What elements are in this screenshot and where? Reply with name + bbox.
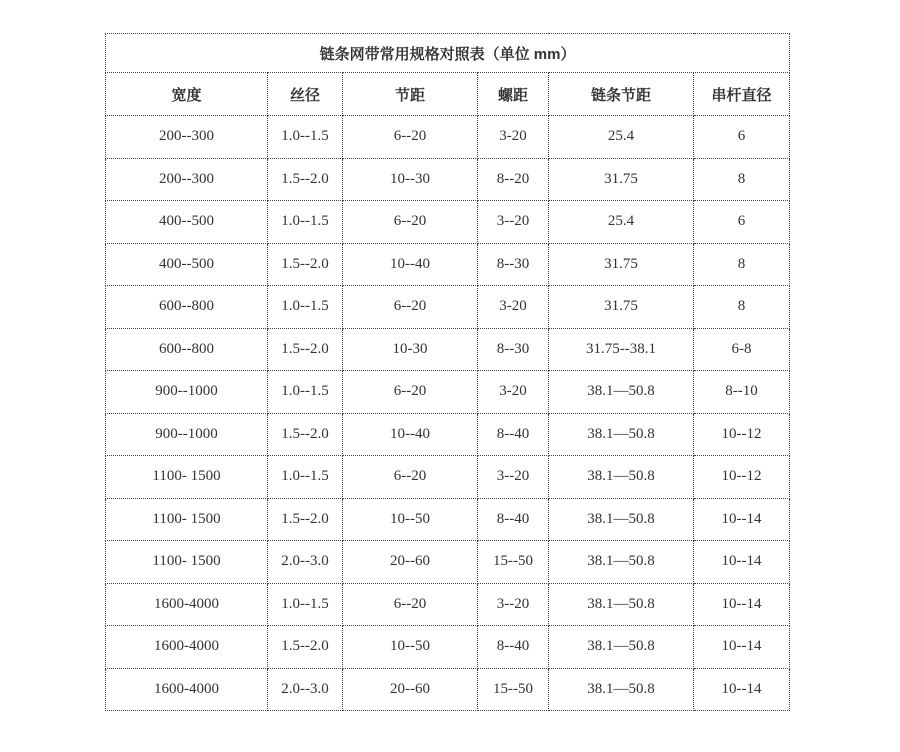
table-cell: 25.4 xyxy=(549,201,694,244)
table-title: 链条网带常用规格对照表（单位 mm） xyxy=(106,34,790,73)
table-cell: 8--40 xyxy=(478,626,549,669)
column-header: 宽度 xyxy=(106,73,268,116)
table-cell: 1100- 1500 xyxy=(106,541,268,584)
table-cell: 31.75 xyxy=(549,243,694,286)
table-cell: 900--1000 xyxy=(106,413,268,456)
table-cell: 15--50 xyxy=(478,541,549,584)
table-cell: 600--800 xyxy=(106,286,268,329)
table-cell: 1.5--2.0 xyxy=(268,158,343,201)
table-cell: 10--30 xyxy=(343,158,478,201)
table-row xyxy=(106,201,790,244)
table-cell: 6 xyxy=(694,116,790,159)
table-row xyxy=(106,243,790,286)
table-cell: 38.1—50.8 xyxy=(549,668,694,711)
table-cell: 6--20 xyxy=(343,286,478,329)
table-cell: 10--12 xyxy=(694,413,790,456)
table-cell: 1.5--2.0 xyxy=(268,626,343,669)
table-cell: 400--500 xyxy=(106,243,268,286)
table-cell: 3-20 xyxy=(478,116,549,159)
table-cell: 25.4 xyxy=(549,116,694,159)
table-cell: 8 xyxy=(694,158,790,201)
table-cell: 200--300 xyxy=(106,158,268,201)
table-cell: 1.0--1.5 xyxy=(268,116,343,159)
table-cell: 8--20 xyxy=(478,158,549,201)
table-cell: 3--20 xyxy=(478,456,549,499)
table-cell: 31.75 xyxy=(549,158,694,201)
table-cell: 38.1—50.8 xyxy=(549,456,694,499)
table-cell: 1.0--1.5 xyxy=(268,286,343,329)
table-cell: 6-8 xyxy=(694,328,790,371)
table-cell: 8--40 xyxy=(478,413,549,456)
table-cell: 3-20 xyxy=(478,286,549,329)
table-cell: 8--10 xyxy=(694,371,790,414)
table-cell: 10--14 xyxy=(694,583,790,626)
table-cell: 6 xyxy=(694,201,790,244)
table-cell: 1.5--2.0 xyxy=(268,243,343,286)
table-cell: 6--20 xyxy=(343,583,478,626)
table-cell: 3-20 xyxy=(478,371,549,414)
table-cell: 6--20 xyxy=(343,371,478,414)
table-cell: 1.5--2.0 xyxy=(268,413,343,456)
table-cell: 20--60 xyxy=(343,668,478,711)
table-cell: 2.0--3.0 xyxy=(268,668,343,711)
table-cell: 8--30 xyxy=(478,328,549,371)
table-cell: 2.0--3.0 xyxy=(268,541,343,584)
table-cell: 6--20 xyxy=(343,456,478,499)
table-cell: 31.75 xyxy=(549,286,694,329)
table-row xyxy=(106,371,790,414)
table-cell: 1.0--1.5 xyxy=(268,371,343,414)
table-cell: 10--50 xyxy=(343,498,478,541)
table-cell: 10--50 xyxy=(343,626,478,669)
table-cell: 15--50 xyxy=(478,668,549,711)
column-header: 丝径 xyxy=(268,73,343,116)
table-cell: 1.0--1.5 xyxy=(268,456,343,499)
table-cell: 1600-4000 xyxy=(106,668,268,711)
column-header: 螺距 xyxy=(478,73,549,116)
column-header: 链条节距 xyxy=(549,73,694,116)
table-cell: 3--20 xyxy=(478,201,549,244)
table-row xyxy=(106,116,790,159)
table-row xyxy=(106,626,790,669)
table-cell: 3--20 xyxy=(478,583,549,626)
table-cell: 10--14 xyxy=(694,668,790,711)
table-cell: 1600-4000 xyxy=(106,626,268,669)
table-cell: 10--40 xyxy=(343,243,478,286)
table-cell: 1.0--1.5 xyxy=(268,201,343,244)
table-row xyxy=(106,498,790,541)
table-cell: 1100- 1500 xyxy=(106,498,268,541)
table-cell: 38.1—50.8 xyxy=(549,413,694,456)
table-row xyxy=(106,413,790,456)
table-cell: 38.1—50.8 xyxy=(549,498,694,541)
table-cell: 10--14 xyxy=(694,498,790,541)
table-cell: 10--40 xyxy=(343,413,478,456)
table-cell: 10--12 xyxy=(694,456,790,499)
table-cell: 6--20 xyxy=(343,116,478,159)
spec-table xyxy=(105,33,790,711)
table-cell: 8 xyxy=(694,243,790,286)
table-cell: 900--1000 xyxy=(106,371,268,414)
table-cell: 6--20 xyxy=(343,201,478,244)
table-body xyxy=(106,116,790,711)
table-cell: 8--30 xyxy=(478,243,549,286)
table-row xyxy=(106,541,790,584)
table-cell: 31.75--38.1 xyxy=(549,328,694,371)
table-row xyxy=(106,456,790,499)
column-header: 节距 xyxy=(343,73,478,116)
table-row xyxy=(106,668,790,711)
table-cell: 38.1—50.8 xyxy=(549,583,694,626)
table-row xyxy=(106,583,790,626)
table-title-row xyxy=(106,34,790,73)
table-cell: 10--14 xyxy=(694,541,790,584)
table-cell: 1.5--2.0 xyxy=(268,498,343,541)
table-header-row xyxy=(106,73,790,116)
table-cell: 1.0--1.5 xyxy=(268,583,343,626)
table-cell: 600--800 xyxy=(106,328,268,371)
column-header: 串杆直径 xyxy=(694,73,790,116)
table-cell: 20--60 xyxy=(343,541,478,584)
table-cell: 10--14 xyxy=(694,626,790,669)
table-cell: 400--500 xyxy=(106,201,268,244)
table-row xyxy=(106,286,790,329)
table-cell: 10-30 xyxy=(343,328,478,371)
table-cell: 38.1—50.8 xyxy=(549,541,694,584)
table-cell: 8--40 xyxy=(478,498,549,541)
table-cell: 8 xyxy=(694,286,790,329)
table-cell: 1100- 1500 xyxy=(106,456,268,499)
table-cell: 1600-4000 xyxy=(106,583,268,626)
table-cell: 200--300 xyxy=(106,116,268,159)
table-cell: 38.1—50.8 xyxy=(549,371,694,414)
table-row xyxy=(106,328,790,371)
table-cell: 38.1—50.8 xyxy=(549,626,694,669)
table-cell: 1.5--2.0 xyxy=(268,328,343,371)
table-row xyxy=(106,158,790,201)
